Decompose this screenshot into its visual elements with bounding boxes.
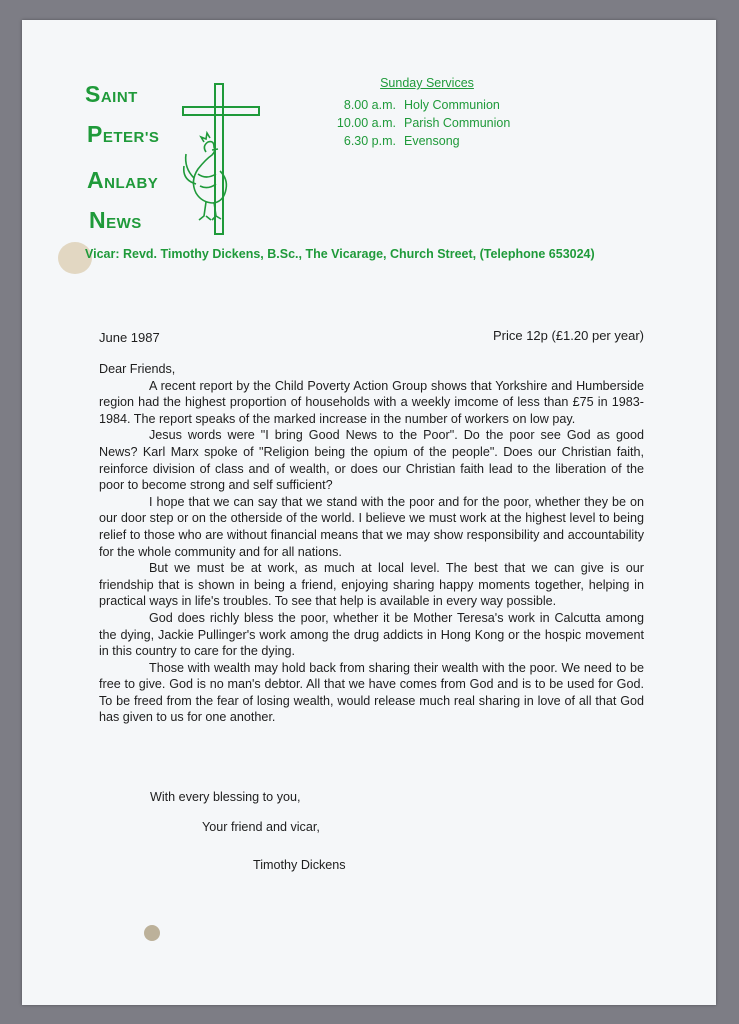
newsletter-page xyxy=(22,20,716,1005)
vicar-contact-line: Vicar: Revd. Timothy Dickens, B.Sc., The Vicarage, Church Street, (Telephone 653024) xyxy=(85,247,595,261)
service-name: Evensong xyxy=(404,134,460,148)
letter-paragraph: But we must be at work, as much at local level. The best that we can give is our friendship that is shown in being a friend, enjoying sharing happy moments together, helping in practical ways in life's troubles. To see that help is available in every way possible. xyxy=(99,561,644,609)
service-name: Holy Communion xyxy=(404,98,500,112)
service-row xyxy=(312,96,542,114)
letter-signature: Timothy Dickens xyxy=(253,858,346,872)
service-row xyxy=(312,132,542,150)
letter-body xyxy=(99,361,644,726)
service-row xyxy=(312,114,542,132)
title-line-anlaby: ANLABY xyxy=(87,167,159,193)
letter-signoff: Your friend and vicar, xyxy=(202,820,320,834)
service-time: 10.00 a.m. xyxy=(336,116,396,130)
letter-paragraph: God does richly bless the poor, whether it be Mother Teresa's work in Calcutta among the dying, Jackie Pullinger's work among the drug addicts in Hong Kong or the hospic movement in this country to care for the dying. xyxy=(99,610,644,659)
cross-icon xyxy=(182,82,262,237)
service-time: 8.00 a.m. xyxy=(343,98,396,112)
issue-date: June 1987 xyxy=(99,330,160,345)
service-time: 6.30 p.m. xyxy=(343,134,396,148)
service-name: Parish Communion xyxy=(404,116,511,130)
title-line-news: NEWS xyxy=(89,207,142,233)
paper-spot xyxy=(144,925,160,941)
letter-paragraph: Jesus words were "I bring Good News to the Poor". Do the poor see God as good News? Karl Marx spoke of "Religion being the opium of the people". Does our Christian faith, reinforce division of class and of wealth, or does our Christian faith lead to the liberation of the poor to become strong and self sufficient? xyxy=(99,428,644,493)
letter-paragraph: A recent report by the Child Poverty Action Group shows that Yorkshire and Humberside region had the highest proportion of households with a weekly imcome of less than £75 in 1983-1984. The report speaks of the marked increase in the number of workers on low pay. xyxy=(99,378,644,426)
cockerel-icon xyxy=(184,133,227,220)
services-heading: Sunday Services xyxy=(380,76,474,90)
letter-salutation: Dear Friends, xyxy=(99,362,176,376)
letter-closing: With every blessing to you, xyxy=(150,790,301,804)
title-line-saint: SAINT xyxy=(85,81,138,107)
issue-price: Price 12p (£1.20 per year) xyxy=(492,328,644,343)
title-line-peters: PETER'S xyxy=(87,121,160,147)
letter-paragraph: I hope that we can say that we stand with the poor and for the poor, whether they be on our door step or on the otherside of the world. I believe we must work at the highest level to being relief to those who are without financial means that we may show responsibility and accountability for the whole community and for all nations. xyxy=(99,494,644,559)
sunday-services xyxy=(312,76,542,150)
letter-paragraph: Those with wealth may hold back from sharing their wealth with the poor. We need to be free to give. God is no man's debtor. All that we have comes from God and is to be used for God. To be freed from the fear of losing wealth, would release much real sharing in love of all that God has given to us for one another. xyxy=(99,660,644,725)
